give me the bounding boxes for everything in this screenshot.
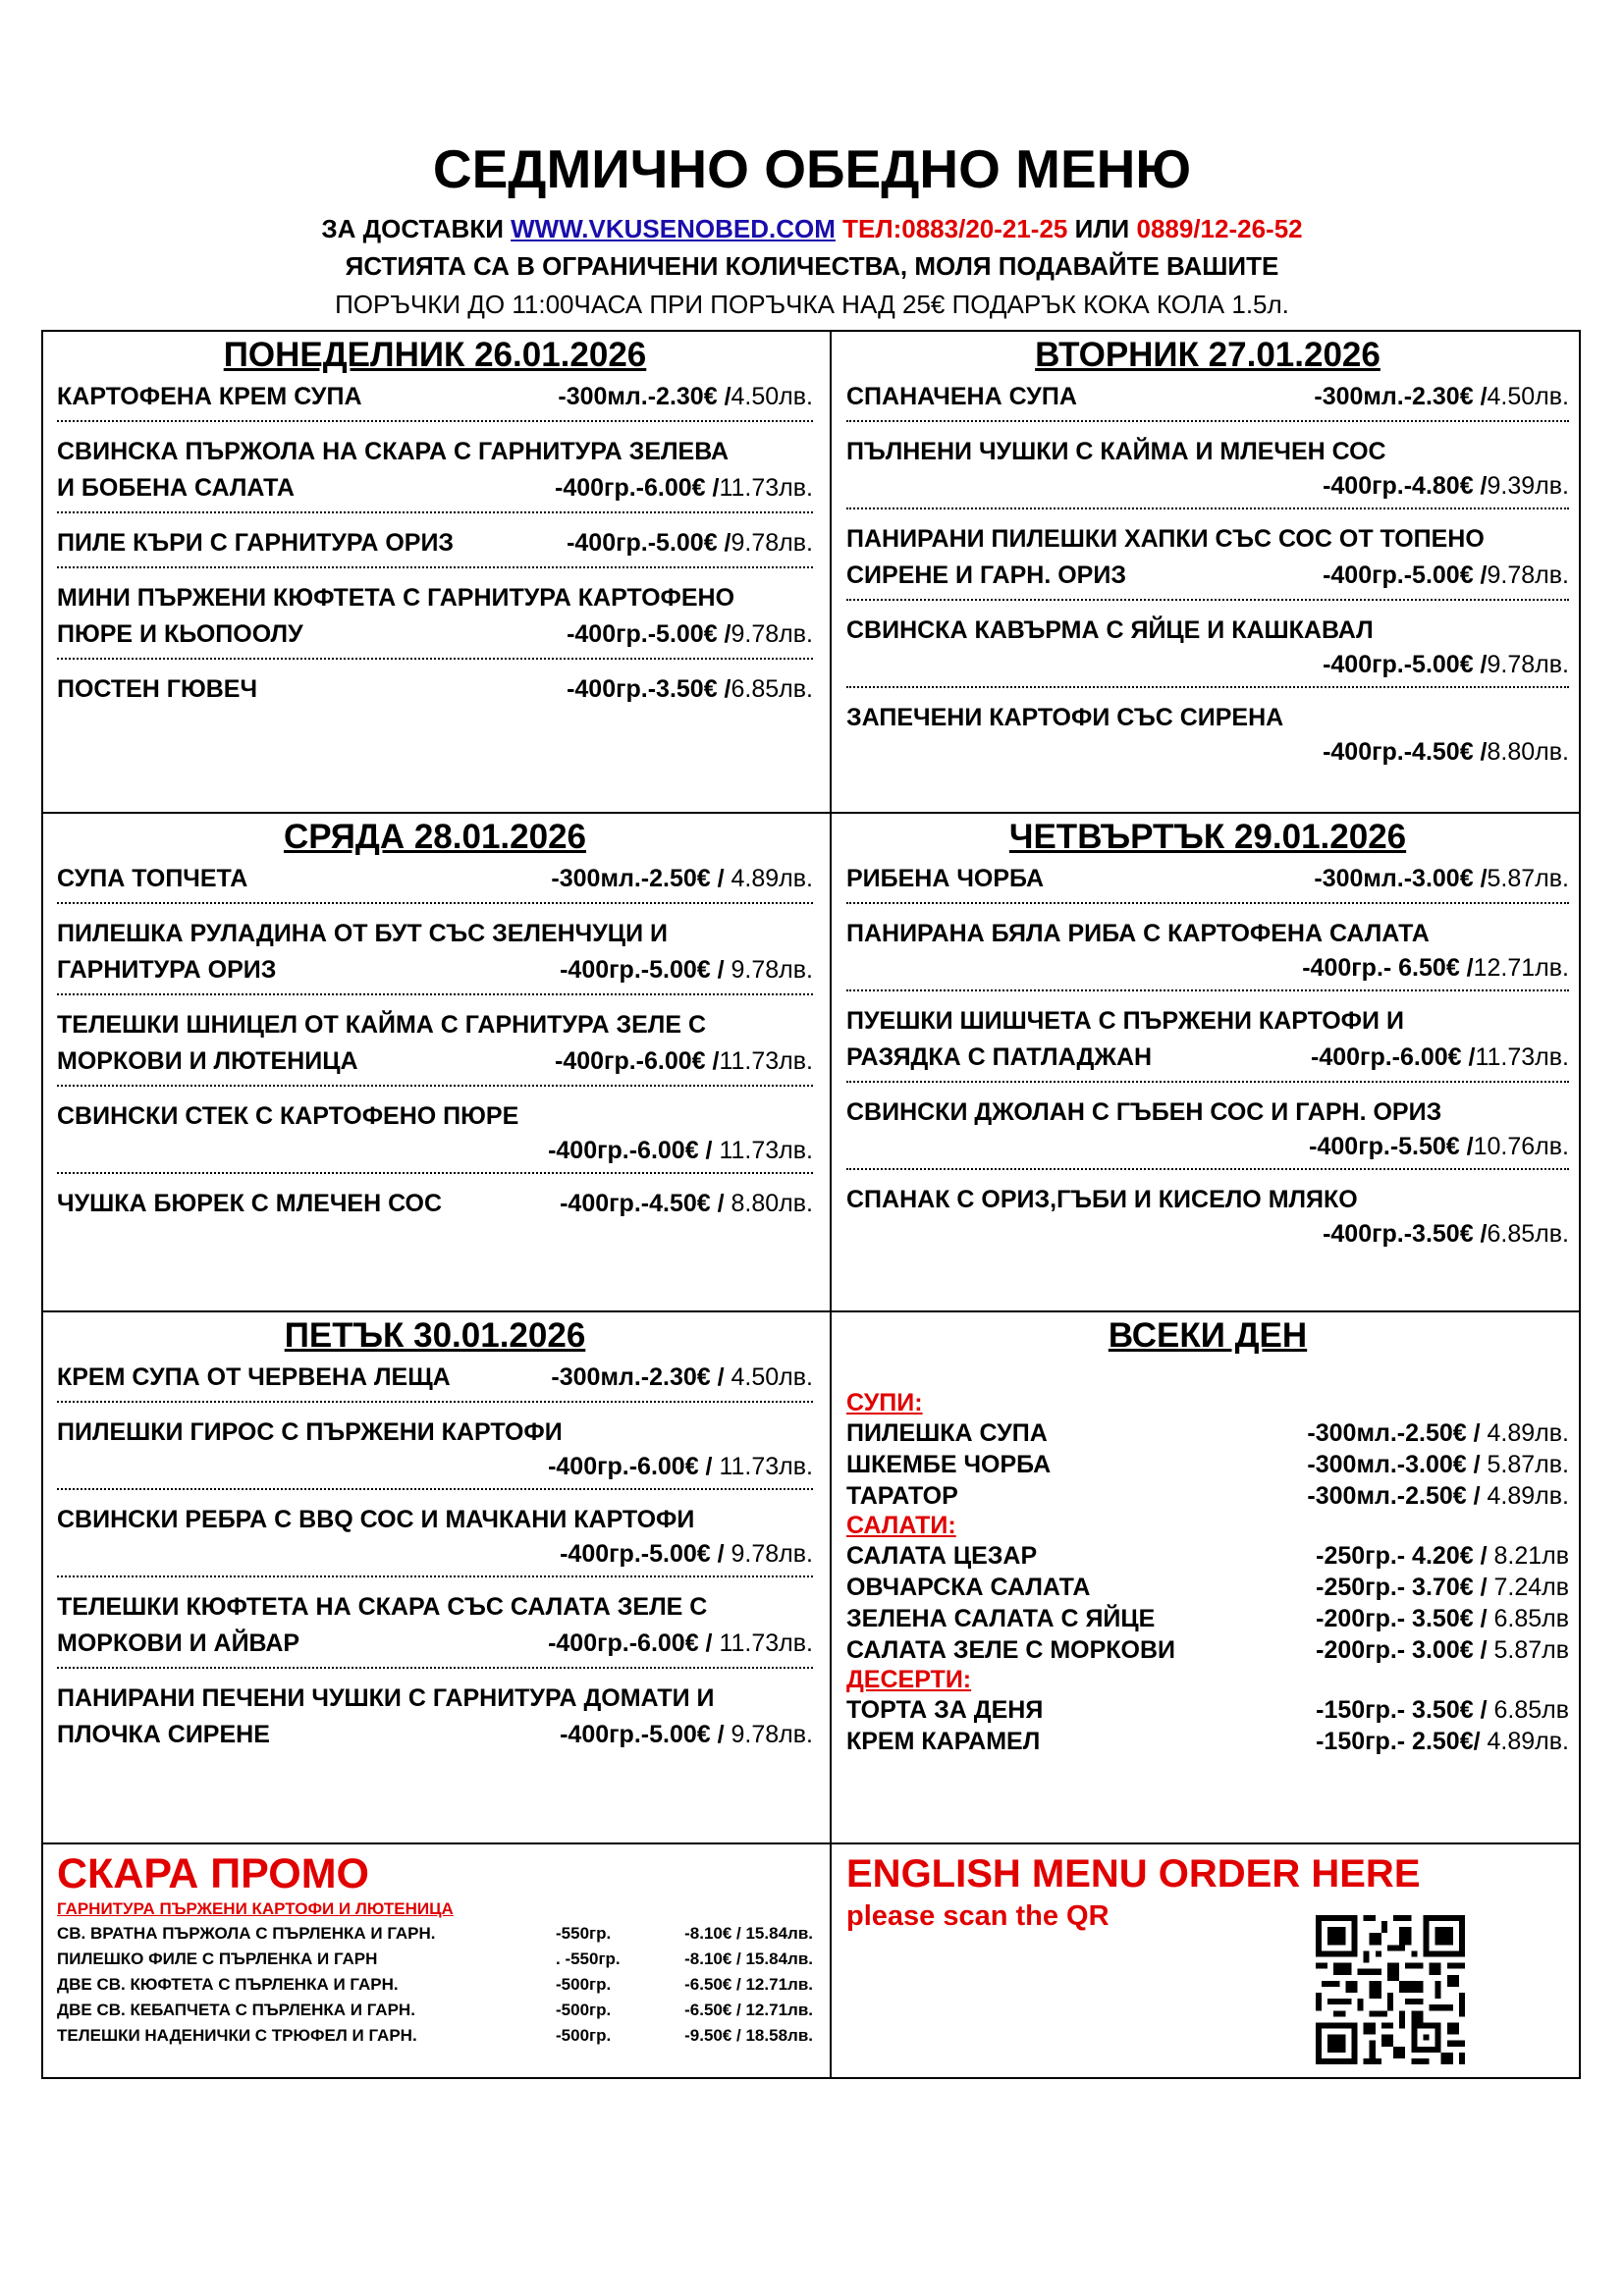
soup-item: ТАРАТОР -300мл.-2.50€ / 4.89лв. xyxy=(846,1482,1569,1510)
salad-item: ОВЧАРСКА САЛАТА -250гр.- 3.70€ / 7.24лв xyxy=(846,1574,1569,1601)
promo-subtitle: ГАРНИТУРА ПЪРЖЕНИ КАРТОФИ И ЛЮТЕНИЦА xyxy=(57,1899,454,1918)
notice-line-2: ПОРЪЧКИ ДО 11:00ЧАСА ПРИ ПОРЪЧКА НАД 25€ ПОДАРЪК КОКА КОЛА 1.5л. xyxy=(335,290,1289,319)
qr-code[interactable] xyxy=(1316,1915,1465,2064)
thursday-heading: ЧЕТВЪРТЪК 29.01.2026 xyxy=(1008,818,1407,856)
english-title: ENGLISH MENU ORDER HERE xyxy=(846,1852,1421,1896)
soups-label: СУПИ: xyxy=(846,1389,923,1416)
menu-item: СВИНСКА КАВЪРМА С ЯЙЦЕ И КАШКАВАЛ -400гр.-5.00€ /9.78лв. xyxy=(846,613,1569,688)
menu-item: СПАНАЧЕНА СУПА -300мл.-2.30€ /4.50лв. xyxy=(846,379,1569,422)
menu-item: ПЪЛНЕНИ ЧУШКИ С КАЙМА И МЛЕЧЕН СОС -400гр.-4.80€ /9.39лв. xyxy=(846,434,1569,509)
everyday-section xyxy=(846,1312,1569,1757)
promo-item: ТЕЛЕШКИ НАДЕНИЧКИ С ТРЮФЕЛ И ГАРН. -500гр. -9.50€ / 18.58лв. xyxy=(57,2026,813,2045)
english-subtitle: please scan the QR xyxy=(846,1900,1110,1932)
salad-item: САЛАТА ЗЕЛЕ С МОРКОВИ -200гр.- 3.00€ / 5.87лв xyxy=(846,1636,1569,1664)
delivery-line xyxy=(0,214,1624,244)
menu-item: РИБЕНА ЧОРБА -300мл.-3.00€ /5.87лв. xyxy=(846,861,1569,904)
promo-item: СВ. ВРАТНА ПЪРЖОЛА С ПЪРЛЕНКА И ГАРН. -550гр. -8.10€ / 15.84лв. xyxy=(57,1924,813,1943)
menu-item: ПИЛЕ КЪРИ С ГАРНИТУРА ОРИЗ -400гр.-5.00€ /9.78лв. xyxy=(57,525,813,568)
menu-item: СПАНАК С ОРИЗ,ГЪБИ И КИСЕЛО МЛЯКО -400гр.-3.50€ /6.85лв. xyxy=(846,1186,1569,1248)
menu-item: ТЕЛЕШКИ ШНИЦЕЛ ОТ КАЙМА С ГАРНИТУРА ЗЕЛЕ С МОРКОВИ И ЛЮТЕНИЦА -400гр.-6.00€ /11.73лв. xyxy=(57,1007,813,1087)
tuesday-section xyxy=(846,332,1569,787)
menu-item: СУПА ТОПЧЕТА -300мл.-2.50€ / 4.89лв. xyxy=(57,861,813,904)
salad-item: САЛАТА ЦЕЗАР -250гр.- 4.20€ / 8.21лв xyxy=(846,1542,1569,1570)
everyday-heading: ВСЕКИ ДЕН xyxy=(1108,1316,1308,1355)
friday-section xyxy=(57,1312,813,1772)
menu-item: ЗАПЕЧЕНИ КАРТОФИ СЪС СИРЕНА -400гр.-4.50€ /8.80лв. xyxy=(846,704,1569,766)
menu-item: ПАНИРАНИ ПИЛЕШКИ ХАПКИ СЪС СОС ОТ ТОПЕНО СИРЕНЕ И ГАРН. ОРИЗ -400гр.-5.00€ /9.78лв. xyxy=(846,521,1569,601)
wednesday-heading: СРЯДА 28.01.2026 xyxy=(283,818,586,856)
dessert-item: КРЕМ КАРАМЕЛ -150гр.- 2.50€/ 4.89лв. xyxy=(846,1728,1569,1755)
menu-item: ПАНИРАНА БЯЛА РИБА С КАРТОФЕНА САЛАТА -400гр.- 6.50€ /12.71лв. xyxy=(846,916,1569,991)
notice-line-1: ЯСТИЯТА СА В ОГРАНИЧЕНИ КОЛИЧЕСТВА, МОЛЯ ПОДАВАЙТЕ ВАШИТЕ xyxy=(345,251,1279,281)
menu-item: СВИНСКИ СТЕК С КАРТОФЕНО ПЮРЕ -400гр.-6.00€ / 11.73лв. xyxy=(57,1098,813,1174)
menu-item: ПИЛЕШКИ ГИРОС С ПЪРЖЕНИ КАРТОФИ -400гр.-6.00€ / 11.73лв. xyxy=(57,1415,813,1490)
menu-item: ПИЛЕШКА РУЛАДИНА ОТ БУТ СЪС ЗЕЛЕНЧУЦИ И ГАРНИТУРА ОРИЗ -400гр.-5.00€ / 9.78лв. xyxy=(57,916,813,995)
menu-grid xyxy=(41,330,1581,2079)
menu-item: СВИНСКИ РЕБРА С BBQ СОС И МАЧКАНИ КАРТОФИ -400гр.-5.00€ / 9.78лв. xyxy=(57,1502,813,1577)
phone-1[interactable]: ТЕЛ:0883/20-21-25 xyxy=(842,214,1068,243)
menu-item: КАРТОФЕНА КРЕМ СУПА -300мл.-2.30€ /4.50лв. xyxy=(57,379,813,422)
promo-title: СКАРА ПРОМО xyxy=(57,1850,369,1897)
salad-item: ЗЕЛЕНА САЛАТА С ЯЙЦЕ -200гр.- 3.50€ / 6.85лв xyxy=(846,1605,1569,1632)
menu-item: ЧУШКА БЮРЕК С МЛЕЧЕН СОС -400гр.-4.50€ / 8.80лв. xyxy=(57,1190,813,1217)
website-link[interactable]: WWW.VKUSENOBED.COM xyxy=(511,214,836,243)
thursday-section xyxy=(846,814,1569,1269)
menu-item: СВИНСКИ ДЖОЛАН С ГЪБЕН СОС И ГАРН. ОРИЗ -400гр.-5.50€ /10.76лв. xyxy=(846,1095,1569,1170)
english-section xyxy=(846,1844,1569,2080)
soup-item: ПИЛЕШКА СУПА -300мл.-2.50€ / 4.89лв. xyxy=(846,1419,1569,1447)
tuesday-heading: ВТОРНИК 27.01.2026 xyxy=(1035,336,1380,374)
column-divider xyxy=(830,332,832,2077)
menu-item: ПОСТЕН ГЮВЕЧ -400гр.-3.50€ /6.85лв. xyxy=(57,675,813,703)
menu-item: КРЕМ СУПА ОТ ЧЕРВЕНА ЛЕЩА -300мл.-2.30€ / 4.50лв. xyxy=(57,1360,813,1403)
friday-heading: ПЕТЪК 30.01.2026 xyxy=(284,1316,586,1355)
promo-section xyxy=(57,1844,813,2049)
menu-item: МИНИ ПЪРЖЕНИ КЮФТЕТА С ГАРНИТУРА КАРТОФЕНО ПЮРЕ И КЬОПООЛУ -400гр.-5.00€ /9.78лв. xyxy=(57,580,813,660)
promo-item: ПИЛЕШКО ФИЛЕ С ПЪРЛЕНКА И ГАРН . -550гр. -8.10€ / 15.84лв. xyxy=(57,1949,813,1968)
or-label: ИЛИ xyxy=(1074,214,1130,243)
monday-heading: ПОНЕДЕЛНИК 26.01.2026 xyxy=(223,336,647,374)
page-title: СЕДМИЧНО ОБЕДНО МЕНЮ xyxy=(432,138,1192,199)
delivery-label: ЗА ДОСТАВКИ xyxy=(321,214,504,243)
promo-item: ДВЕ СВ. КЮФТЕТА С ПЪРЛЕНКА И ГАРН. -500гр. -6.50€ / 12.71лв. xyxy=(57,1975,813,1994)
promo-item: ДВЕ СВ. КЕБАПЧЕТА С ПЪРЛЕНКА И ГАРН. -500гр. -6.50€ / 12.71лв. xyxy=(57,2001,813,2019)
monday-section xyxy=(57,332,813,726)
soup-item: ШКЕМБЕ ЧОРБА -300мл.-3.00€ / 5.87лв. xyxy=(846,1451,1569,1478)
menu-item: СВИНСКА ПЪРЖОЛА НА СКАРА С ГАРНИТУРА ЗЕЛЕВА И БОБЕНА САЛАТА -400гр.-6.00€ /11.73лв. xyxy=(57,434,813,513)
menu-item: ПАНИРАНИ ПЕЧЕНИ ЧУШКИ С ГАРНИТУРА ДОМАТИ И ПЛОЧКА СИРЕНЕ -400гр.-5.00€ / 9.78лв. xyxy=(57,1684,813,1748)
dessert-item: ТОРТА ЗА ДЕНЯ -150гр.- 3.50€ / 6.85лв xyxy=(846,1696,1569,1724)
wednesday-section xyxy=(57,814,813,1241)
menu-item: ТЕЛЕШКИ КЮФТЕТА НА СКАРА СЪС САЛАТА ЗЕЛЕ С МОРКОВИ И АЙВАР -400гр.-6.00€ / 11.73лв. xyxy=(57,1589,813,1669)
salads-label: САЛАТИ: xyxy=(846,1512,956,1539)
desserts-label: ДЕСЕРТИ: xyxy=(846,1666,972,1693)
menu-item: ПУЕШКИ ШИШЧЕТА С ПЪРЖЕНИ КАРТОФИ И РАЗЯДКА С ПАТЛАДЖАН -400гр.-6.00€ /11.73лв. xyxy=(846,1003,1569,1083)
phone-2[interactable]: 0889/12-26-52 xyxy=(1136,214,1303,243)
